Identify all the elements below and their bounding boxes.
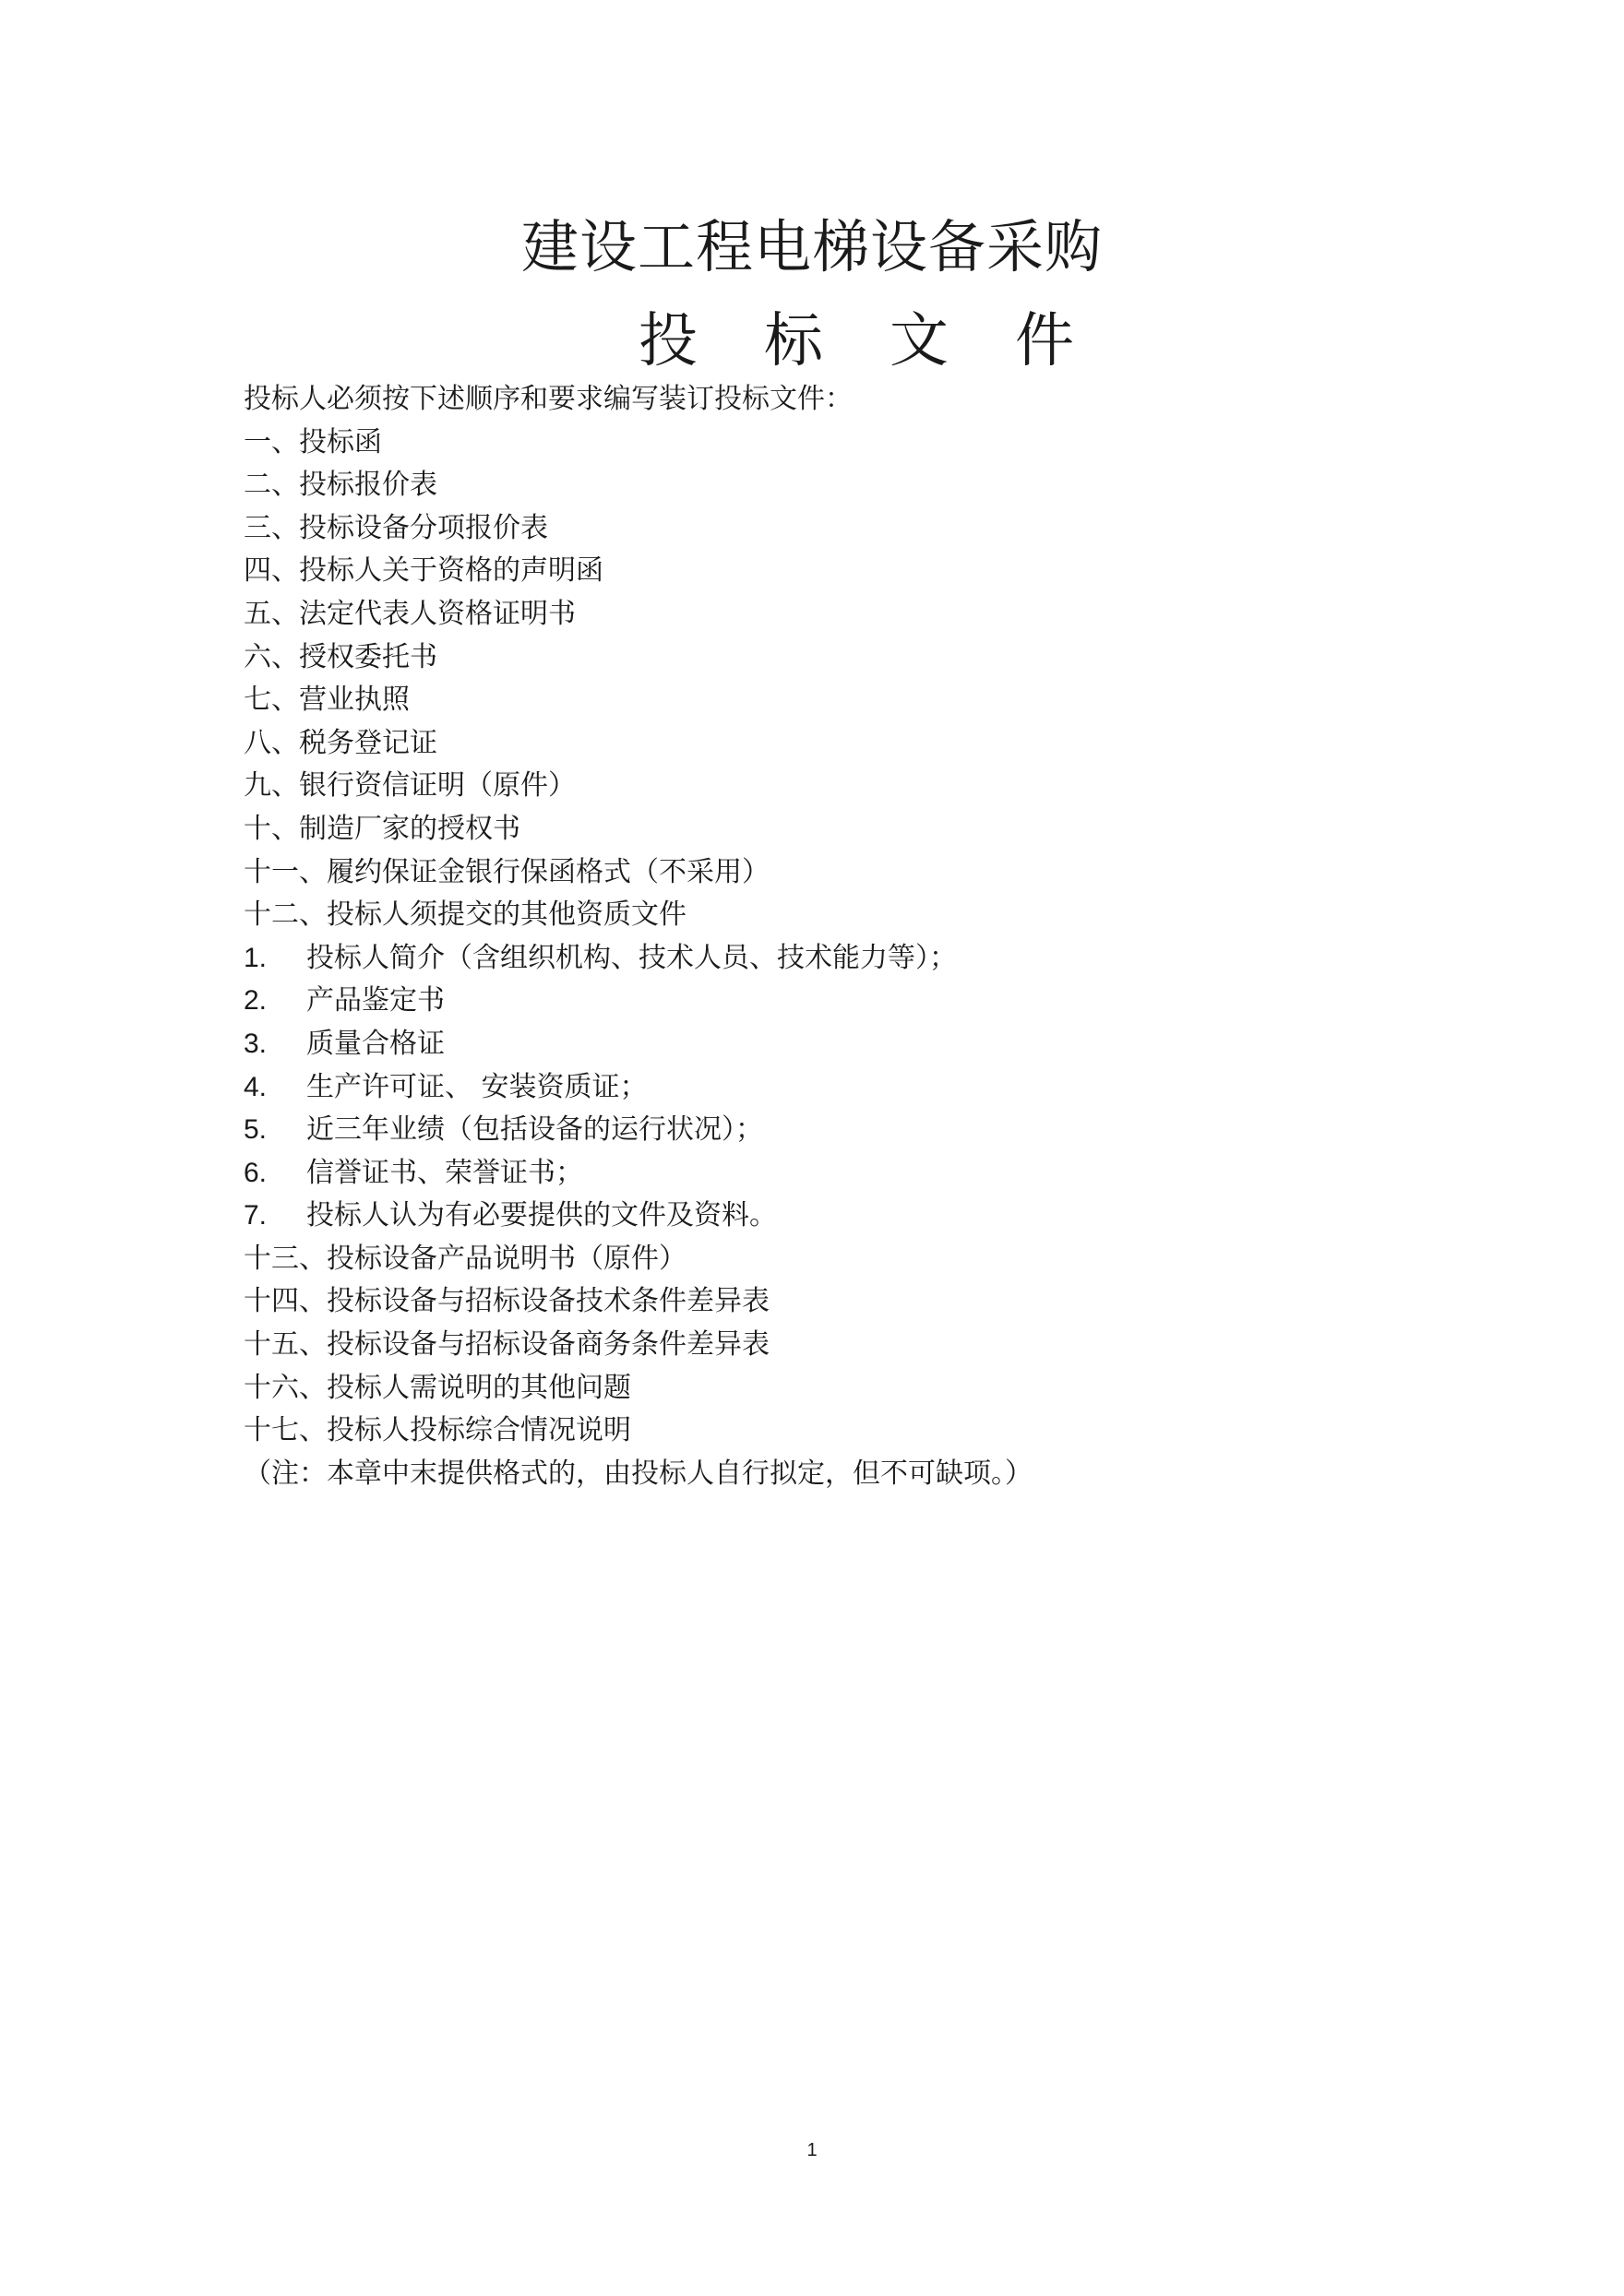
sub-list-item	[244, 1066, 1443, 1110]
list-item: 五、法定代表人资格证明书	[244, 597, 576, 630]
sub-item-text: 投标人认为有必要提供的文件及资料。	[306, 1199, 777, 1232]
list-item: 六、授权委托书	[244, 640, 437, 673]
sub-list-item	[244, 937, 1443, 981]
sub-item-number: 5.	[244, 1114, 268, 1146]
list-item: 三、投标设备分项报价表	[244, 511, 548, 544]
sub-item-text: 生产许可证、 安装资质证；	[306, 1070, 648, 1103]
list-item: 十四、投标设备与招标设备技术条件差异表	[244, 1285, 770, 1318]
list-item: 七、营业执照	[244, 684, 410, 717]
list-item: 十六、投标人需说明的其他问题	[244, 1371, 631, 1404]
sub-item-text: 投标人简介（含组织机构、技术人员、技术能力等）；	[306, 941, 957, 974]
list-item: 八、税务登记证	[244, 726, 437, 759]
list-item: 十二、投标人须提交的其他资质文件	[244, 898, 687, 932]
document-subtitle: 投标文件	[639, 307, 1140, 375]
list-item: 四、投标人关于资格的声明函	[244, 554, 603, 588]
sub-list-item	[244, 1152, 1443, 1196]
page-number: 1	[806, 2140, 818, 2160]
sub-item-number: 7.	[244, 1200, 268, 1231]
list-item: 十五、投标设备与招标设备商务条件差异表	[244, 1328, 770, 1362]
list-item: 十三、投标设备产品说明书（原件）	[244, 1242, 687, 1275]
list-item: 九、银行资信证明（原件）	[244, 769, 576, 803]
sub-item-number: 2.	[244, 985, 268, 1017]
document-title: 建设工程电梯设备采购	[520, 213, 1103, 280]
list-item: 二、投标报价表	[244, 469, 437, 502]
sub-item-text: 信誉证书、荣誉证书；	[306, 1156, 583, 1189]
sub-list-item	[244, 1109, 1443, 1152]
list-item: 十、制造厂家的授权书	[244, 812, 520, 845]
sub-item-text: 质量合格证	[306, 1027, 445, 1060]
list-item: 十七、投标人投标综合情况说明	[244, 1414, 631, 1447]
sub-item-text: 产品鉴定书	[306, 984, 445, 1017]
sub-list-item	[244, 1023, 1443, 1066]
sub-list-item	[244, 1195, 1443, 1238]
list-item: 一、投标函	[244, 425, 382, 458]
sub-list-item	[244, 980, 1443, 1023]
intro-text: 投标人必须按下述顺序和要求编写装订投标文件：	[244, 383, 853, 415]
sub-item-number: 6.	[244, 1157, 268, 1188]
sub-item-number: 1.	[244, 942, 268, 973]
document-body	[244, 378, 1443, 1495]
sub-item-number: 3.	[244, 1028, 268, 1059]
sub-item-text: 近三年业绩（包括设备的运行状况）；	[306, 1113, 763, 1147]
sub-item-number: 4.	[244, 1071, 268, 1102]
list-item: 十一、履约保证金银行保函格式（不采用）	[244, 855, 770, 888]
note-text: （注：本章中末提供格式的，由投标人自行拟定，但不可缺项。）	[244, 1457, 1033, 1490]
